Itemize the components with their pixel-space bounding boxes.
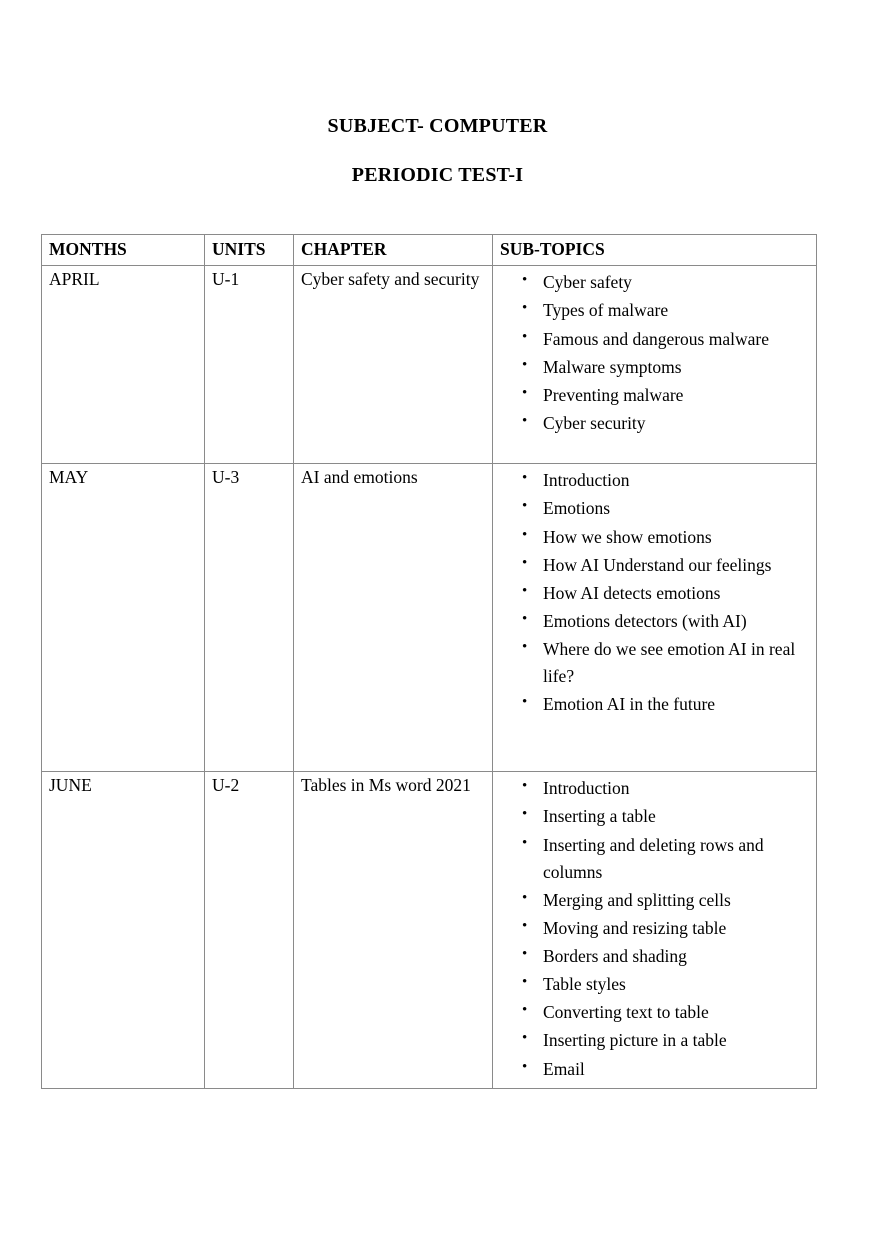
chapter-label: AI and emotions — [301, 467, 418, 488]
list-item: • Converting text to table — [500, 999, 810, 1026]
list-item: • Inserting and deleting rows and columns — [500, 832, 810, 886]
column-header-chapter: CHAPTER — [294, 235, 493, 266]
cell-subtopics — [493, 772, 817, 1088]
cell-unit — [205, 464, 294, 772]
list-item: • Malware symptoms — [500, 354, 810, 381]
cell-month — [42, 464, 205, 772]
cell-unit — [205, 266, 294, 464]
list-item: • Types of malware — [500, 297, 810, 324]
list-item: • How we show emotions — [500, 524, 810, 551]
cell-chapter — [294, 266, 493, 464]
cell-month — [42, 266, 205, 464]
subtopics-list — [500, 775, 810, 1082]
month-label: APRIL — [49, 269, 100, 290]
unit-label: U-1 — [212, 269, 240, 290]
cell-chapter — [294, 772, 493, 1088]
list-item: • Emotion AI in the future — [500, 691, 810, 718]
table-row — [42, 772, 817, 1088]
unit-label: U-2 — [212, 775, 240, 796]
chapter-label: Tables in Ms word 2021 — [301, 775, 471, 796]
list-item: • Emotions detectors (with AI) — [500, 608, 810, 635]
list-item: • Famous and dangerous malware — [500, 326, 810, 353]
list-item: • Moving and resizing table — [500, 915, 810, 942]
list-item: • Inserting picture in a table — [500, 1027, 810, 1054]
list-item: • Table styles — [500, 971, 810, 998]
list-item: • Preventing malware — [500, 382, 810, 409]
document-title-subject: SUBJECT- COMPUTER — [327, 115, 548, 137]
chapter-label: Cyber safety and security — [301, 269, 480, 290]
unit-label: U-3 — [212, 467, 240, 488]
list-item: • Cyber safety — [500, 269, 810, 296]
cell-month — [42, 772, 205, 1088]
month-label: MAY — [49, 467, 89, 488]
table-row — [42, 464, 817, 772]
syllabus-table — [41, 234, 817, 1089]
list-item: • How AI Understand our feelings — [500, 552, 810, 579]
cell-unit — [205, 772, 294, 1088]
column-header-units: UNITS — [205, 235, 294, 266]
list-item: • Cyber security — [500, 410, 810, 437]
table-row — [42, 266, 817, 464]
column-header-months: MONTHS — [42, 235, 205, 266]
subtopics-list — [500, 467, 810, 718]
table-header-row — [42, 235, 817, 266]
column-header-subtopics: SUB-TOPICS — [493, 235, 817, 266]
list-item: • Inserting a table — [500, 803, 810, 830]
list-item: • Introduction — [500, 775, 810, 802]
list-item: • Borders and shading — [500, 943, 810, 970]
subtopics-list — [500, 269, 810, 437]
cell-subtopics — [493, 464, 817, 772]
list-item: • Where do we see emotion AI in real life? — [500, 636, 810, 690]
list-item: • Emotions — [500, 495, 810, 522]
cell-subtopics — [493, 266, 817, 464]
list-item: • How AI detects emotions — [500, 580, 810, 607]
cell-chapter — [294, 464, 493, 772]
list-item: • Introduction — [500, 467, 810, 494]
list-item: • Merging and splitting cells — [500, 887, 810, 914]
month-label: JUNE — [49, 775, 92, 796]
document-title-test: PERIODIC TEST-I — [351, 164, 524, 186]
list-item: • Email — [500, 1056, 810, 1083]
